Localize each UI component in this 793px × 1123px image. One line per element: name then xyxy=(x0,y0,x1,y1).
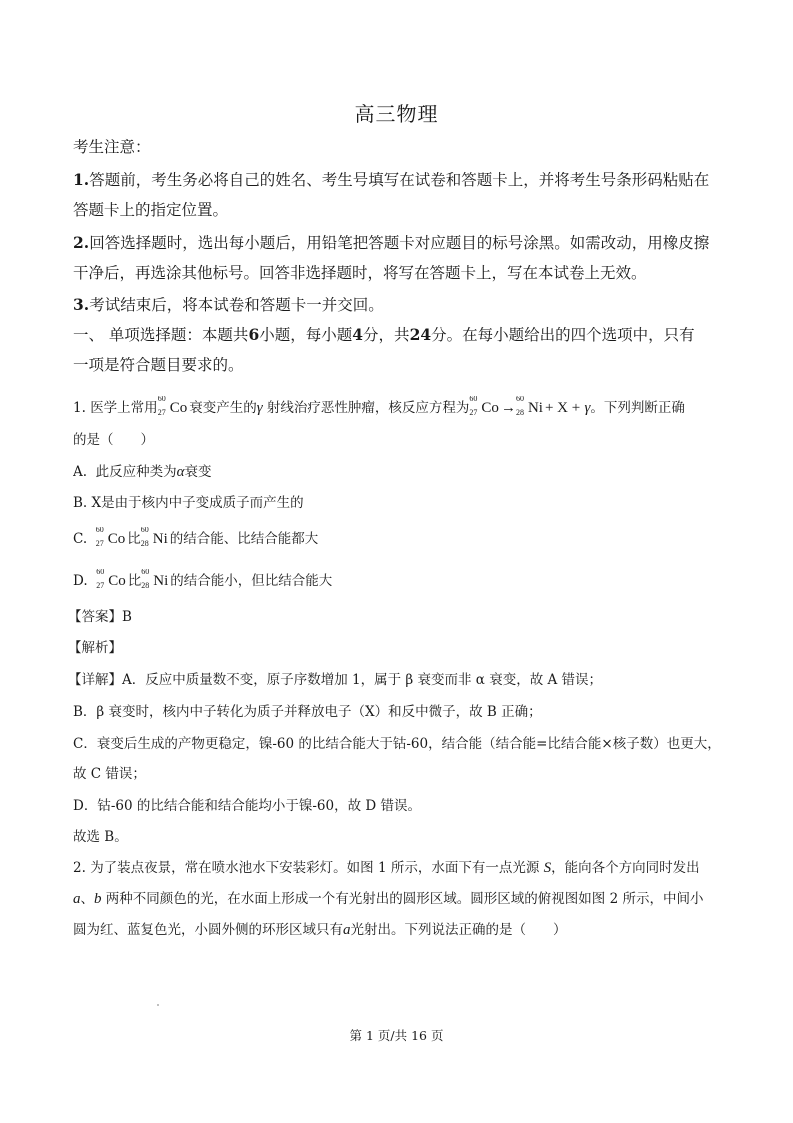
q2-light-a: a xyxy=(73,891,81,907)
nuclide-charge: 27 xyxy=(157,408,166,417)
answer-label: 【答案】B xyxy=(68,609,132,625)
equation-co-mass: 60 xyxy=(469,396,478,403)
nuclide-mass: 60 xyxy=(157,396,166,403)
q1-number: 1. xyxy=(73,400,86,416)
option-d-co-mass: 60 xyxy=(96,569,105,576)
section-text-3: 分，共 xyxy=(363,326,410,344)
q2-text-3b: 光射出。下列说法正确的是（ ） xyxy=(350,922,567,938)
equation-gamma: γ xyxy=(584,400,591,416)
section-total: 24 xyxy=(409,325,432,344)
option-d-ni-mass: 60 xyxy=(141,569,150,576)
option-c-co60 xyxy=(95,527,126,548)
section-text-1: 一、 单项选择题：本题共 xyxy=(73,326,249,344)
page-footer: 第 1 页/共 16 页 xyxy=(349,1028,444,1043)
equation-arrow: → xyxy=(500,400,516,416)
q2-light-b: b xyxy=(94,891,102,907)
notice-item-1-cont: 答题卡上的指定位置。 xyxy=(73,201,229,219)
option-c-ni60 xyxy=(140,527,168,548)
equation-co-charge: 27 xyxy=(469,408,478,417)
option-a-text-2: 衰变 xyxy=(184,464,212,480)
gamma-symbol: γ xyxy=(256,400,263,416)
option-b-label: B. xyxy=(73,495,88,511)
option-d-ni-charge: 28 xyxy=(141,581,150,590)
detail-line-6: 故选 B。 xyxy=(73,829,128,845)
equation-co-symbol: Co xyxy=(481,400,499,416)
q1-option-b xyxy=(73,491,723,511)
option-d-ni60 xyxy=(141,569,169,590)
section-points: 4 xyxy=(352,325,364,344)
equation-products: + X + xyxy=(544,400,581,416)
q1-text-3: 射线治疗恶性肿瘤，核反应方程为 xyxy=(266,400,470,416)
notice-item-2-cont: 干净后，再选涂其他标号。回答非选择题时，将写在答题卡上，写在本试卷上无效。 xyxy=(73,264,647,282)
analysis-label: 【解析】 xyxy=(68,640,122,656)
detail-line-1: 【详解】A．反应中质量数不变，原子序数增加 1，属于 β 衰变而非 α 衰变，故 A 错误； xyxy=(68,672,603,688)
detail-line-4: 故 C 错误； xyxy=(73,766,146,782)
q1-stem-cont: 的是（ ） xyxy=(73,432,154,448)
equation-ni60 xyxy=(515,396,543,417)
detail-line-3: C．衰变后生成的产物更稳定，镍-60 的比结合能大于钴-60，结合能（结合能=比结合能×核子数）也更大， xyxy=(73,736,721,752)
q2-stem xyxy=(73,856,723,877)
notice-item-3-number: 3. xyxy=(73,295,90,314)
option-c-compare: 比 xyxy=(127,531,141,547)
equation-co60 xyxy=(469,396,499,417)
option-d-co60 xyxy=(96,569,126,590)
nuclide-co60 xyxy=(157,396,188,417)
q2-light-source: S xyxy=(543,860,552,876)
notice-item-1-number: 1. xyxy=(73,170,90,189)
q2-stem-2 xyxy=(73,887,723,908)
detail-line-2: B．β 衰变时，核内中子转化为质子并释放电子（X）和反中微子，故 B 正确； xyxy=(73,704,542,720)
q1-stem xyxy=(73,396,723,417)
q2-number: 2. xyxy=(73,860,86,876)
detail-line-5: D．钴-60 的比结合能和结合能均小于镍-60，故 D 错误。 xyxy=(73,798,422,814)
option-a-text: 此反应种类为 xyxy=(95,464,177,480)
option-d-label: D. xyxy=(73,573,88,589)
q1-text-2: 衰变产生的 xyxy=(189,400,257,416)
notice-item-2-number: 2. xyxy=(73,233,90,252)
notice-item-2-text: 回答选择题时，选出每小题后，用铅笔把答题卡对应题目的标号涂黑。如需改动，用橡皮擦 xyxy=(89,234,710,252)
q1-text-1: 医学上常用 xyxy=(90,400,158,416)
option-c-co-symbol: Co xyxy=(107,531,126,547)
notice-item-3-text: 考试结束后，将本试卷和答题卡一并交回。 xyxy=(89,296,384,314)
notice-heading: 考生注意： xyxy=(73,138,151,156)
section-heading xyxy=(73,323,723,345)
q1-option-c xyxy=(73,527,723,548)
option-c-text: 的结合能、比结合能都大 xyxy=(169,531,319,547)
option-a-label: A. xyxy=(73,464,88,480)
section-count: 6 xyxy=(248,325,260,344)
scan-dot xyxy=(157,1004,159,1006)
equation-ni-symbol: Ni xyxy=(527,400,543,416)
notice-item-3 xyxy=(73,293,723,315)
option-c-ni-symbol: Ni xyxy=(152,531,168,547)
q2-text-1b: ，能向各个方向同时发出 xyxy=(551,860,700,876)
option-d-co-charge: 27 xyxy=(96,581,105,590)
page-title: 高三物理 xyxy=(354,102,439,126)
q2-light-a-2: a xyxy=(343,922,351,938)
notice-item-1 xyxy=(73,168,723,190)
q1-option-a xyxy=(73,460,723,481)
option-d-text: 的结合能小，但比结合能大 xyxy=(170,573,333,589)
equation-ni-mass: 60 xyxy=(515,396,524,403)
option-b-text: X是由于核内中子变成质子而产生的 xyxy=(91,495,304,511)
notice-item-1-text: 答题前，考生务必将自己的姓名、考生号填写在试卷和答题卡上，并将考生号条形码粘贴在 xyxy=(89,171,710,189)
option-c-ni-charge: 28 xyxy=(140,539,149,548)
q1-text-4: 。下列判断正确 xyxy=(590,400,685,416)
option-d-compare: 比 xyxy=(127,573,142,589)
notice-item-2 xyxy=(73,231,723,253)
section-text-4: 分。在每小题给出的四个选项中，只有 xyxy=(431,326,695,344)
q1-option-d xyxy=(73,569,723,590)
option-c-ni-mass: 60 xyxy=(140,527,149,534)
section-text-2: 小题，每小题 xyxy=(259,326,353,344)
q2-stem-3 xyxy=(73,918,723,939)
q2-text-3a: 圆为红、蓝复色光，小圆外侧的环形区域只有 xyxy=(73,922,343,938)
q2-separator: 、 xyxy=(80,891,94,907)
alpha-symbol: α xyxy=(176,464,185,480)
equation-ni-charge: 28 xyxy=(515,408,524,417)
option-c-co-charge: 27 xyxy=(95,539,104,548)
option-c-co-mass: 60 xyxy=(95,527,104,534)
q2-text-1: 为了装点夜景，常在喷水池水下安装彩灯。如图 1 所示，水面下有一点光源 xyxy=(90,860,540,876)
option-c-label: C. xyxy=(73,531,88,547)
option-d-ni-symbol: Ni xyxy=(153,573,169,589)
nuclide-symbol: Co xyxy=(169,400,188,416)
section-heading-cont: 一项是符合题目要求的。 xyxy=(73,356,244,374)
q2-text-2: 两种不同颜色的光，在水面上形成一个有光射出的圆形区域。圆形区域的俯视图如图 2 所示，中间小 xyxy=(105,891,704,907)
option-d-co-symbol: Co xyxy=(108,573,126,589)
